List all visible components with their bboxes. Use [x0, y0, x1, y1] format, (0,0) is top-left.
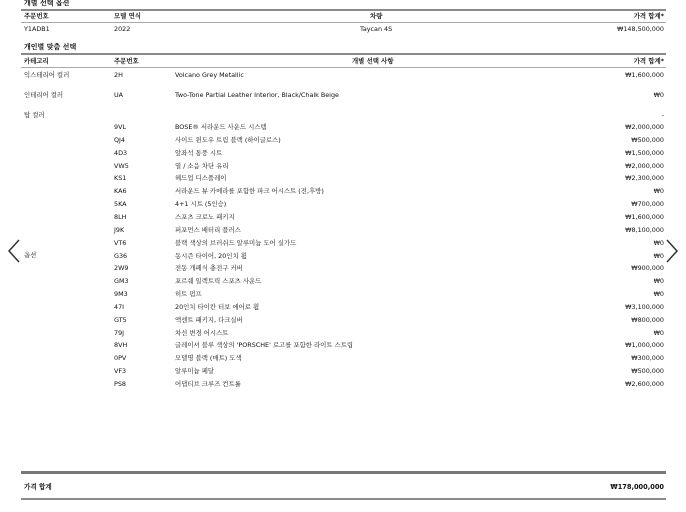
- table-row: [0, 251, 686, 261]
- header-model-year: 모델 연식: [114, 12, 141, 20]
- description-cell: 모델명 블랙 (매트) 도색: [175, 354, 242, 363]
- description-cell: 퍼포먼스 배터리 플러스: [175, 225, 241, 234]
- personal-section-title: 개인별 맞춤 선택: [24, 43, 77, 51]
- description-cell: 헤드업 디스플레이: [175, 174, 227, 183]
- total-row: [0, 482, 686, 492]
- price-cell: ₩0: [653, 238, 664, 247]
- price-cell: ₩2,000,000: [625, 123, 664, 131]
- description-cell: 사이드 윈도우 트림 블랙 (하이글로스): [175, 135, 281, 144]
- header-price: 가격 합계*: [633, 12, 664, 20]
- header-order-no: 주문번호: [24, 12, 49, 20]
- table-row: [0, 212, 686, 222]
- price-cell: ₩1,500,000: [625, 148, 664, 157]
- header-category: 카테고리: [24, 57, 49, 65]
- section-rule: [21, 53, 666, 55]
- description-cell: 4+1 시트 (5인승): [175, 200, 227, 209]
- code-cell: 8LH: [114, 212, 127, 221]
- options-table-header: [0, 56, 686, 66]
- description-cell: 히트 펌프: [175, 290, 202, 299]
- code-cell: J9K: [114, 225, 125, 234]
- model-table-row: [0, 24, 686, 34]
- table-row: [0, 328, 686, 338]
- chevron-left-icon[interactable]: [4, 238, 24, 264]
- table-row: [0, 161, 686, 171]
- description-cell: Two-Tone Partial Leather Interior, Black/Chalk Beige: [175, 91, 339, 99]
- code-cell: 0PV: [114, 354, 127, 363]
- bottom-rule: [21, 498, 666, 500]
- description-cell: 포르쉐 일렉트릭 스포츠 사운드: [175, 277, 262, 286]
- table-row: [0, 353, 686, 363]
- price-cell: ₩2,300,000: [625, 174, 664, 183]
- code-cell: 9M3: [114, 290, 128, 299]
- table-row: [0, 289, 686, 299]
- code-cell: G36: [114, 251, 128, 260]
- total-rule: [21, 471, 666, 474]
- total-label: 가격 합계: [24, 483, 52, 491]
- code-cell: 47I: [114, 302, 125, 311]
- options-category-label: 옵션: [24, 251, 37, 259]
- code-cell: VW5: [114, 161, 129, 170]
- table-row: [0, 315, 686, 325]
- code-cell: 2W9: [114, 264, 129, 273]
- row-divider: [21, 67, 666, 68]
- model-year-value: 2022: [114, 25, 131, 33]
- category-cell: 익스테리어 컬러: [24, 71, 70, 79]
- table-row: [0, 122, 686, 132]
- code-cell: UA: [114, 91, 124, 99]
- price-cell: ₩500,000: [631, 367, 664, 376]
- category-cell: 탑 컬러: [24, 111, 45, 119]
- price-cell: ₩1,000,000: [625, 341, 664, 350]
- model-table-header: [0, 11, 686, 21]
- price-cell: ₩2,600,000: [625, 380, 664, 388]
- description-cell: 글레이셔 블루 색상의 'PORSCHE' 로고를 포함한 라이트 스트립: [175, 341, 354, 350]
- price-cell: ₩500,000: [631, 135, 664, 144]
- price-cell: ₩800,000: [631, 315, 664, 324]
- price-cell: ₩0: [653, 91, 664, 99]
- header-description: 개별 선택 사항: [352, 57, 394, 65]
- table-row: [0, 186, 686, 196]
- model-value: Taycan 4S: [360, 25, 393, 33]
- base-price-value: ₩148,500,000: [617, 25, 664, 33]
- description-cell: Volcano Grey Metallic: [175, 71, 244, 79]
- category-cell: 인테리어 컬러: [24, 91, 64, 99]
- code-cell: PS8: [114, 380, 126, 388]
- price-cell: ₩900,000: [631, 264, 664, 273]
- table-row: [0, 225, 686, 235]
- description-cell: 차선 변경 어시스트: [175, 328, 229, 337]
- table-row: [0, 340, 686, 350]
- table-row: [0, 135, 686, 145]
- price-cell: ₩2,000,000: [625, 161, 664, 170]
- header-code: 주문번호: [114, 57, 139, 65]
- table-row: [0, 302, 686, 312]
- order-no-value: Y1ADB1: [24, 25, 50, 33]
- table-row: [0, 263, 686, 273]
- code-cell: VT6: [114, 238, 127, 247]
- code-cell: 4D3: [114, 148, 128, 157]
- code-cell: 2H: [114, 71, 123, 79]
- table-row: [0, 379, 686, 389]
- description-cell: 열 / 소음 차단 유리: [175, 161, 229, 170]
- price-cell: ₩3,100,000: [625, 302, 664, 311]
- row-divider: [21, 22, 666, 23]
- description-cell: 알루미늄 페달: [175, 367, 215, 376]
- table-row: [0, 110, 686, 120]
- code-cell: KA6: [114, 187, 127, 196]
- price-cell: ₩8,100,000: [625, 225, 664, 234]
- header-model: 차량: [370, 12, 383, 20]
- description-cell: BOSE® 서라운드 사운드 시스템: [175, 123, 267, 131]
- table-row: [0, 148, 686, 158]
- total-value: ₩178,000,000: [610, 483, 664, 491]
- table-row: [0, 199, 686, 209]
- table-row: [0, 173, 686, 183]
- price-cell: ₩0: [653, 277, 664, 286]
- header-price: 가격 합계*: [633, 57, 664, 65]
- description-cell: 서라운드 뷰 카메라를 포함한 파크 어시스트 (전,후방): [175, 187, 324, 196]
- code-cell: 8VH: [114, 341, 128, 350]
- description-cell: 어댑티브 크루즈 컨트롤: [175, 380, 241, 388]
- code-cell: 79J: [114, 328, 125, 337]
- table-row: [0, 70, 686, 80]
- model-section-title: 개별 선택 옵션: [24, 0, 70, 7]
- price-cell: ₩0: [653, 187, 664, 196]
- chevron-right-icon[interactable]: [662, 238, 682, 264]
- description-cell: 20인치 타이칸 터보 에어로 휠: [175, 302, 260, 311]
- price-cell: ₩0: [653, 328, 664, 337]
- table-row: [0, 366, 686, 376]
- table-row: [0, 90, 686, 100]
- price-cell: ₩700,000: [631, 200, 664, 209]
- price-cell: -: [661, 111, 664, 119]
- code-cell: 9VL: [114, 123, 126, 131]
- description-cell: 블랙 색상의 브러쉬드 알루미늄 도어 실가드: [175, 238, 297, 247]
- price-cell: ₩1,600,000: [625, 212, 664, 221]
- price-cell: ₩0: [653, 290, 664, 299]
- description-cell: 동시즌 타이어, 20인치 휠: [175, 251, 247, 260]
- price-cell: ₩0: [653, 251, 664, 260]
- code-cell: KS1: [114, 174, 127, 183]
- code-cell: 5KA: [114, 200, 127, 209]
- table-row: [0, 276, 686, 286]
- description-cell: 전동 개폐식 충전구 커버: [175, 264, 243, 273]
- description-cell: 액센트 패키지, 다크실버: [175, 315, 243, 324]
- table-row: [0, 238, 686, 248]
- code-cell: GT5: [114, 315, 127, 324]
- code-cell: GM3: [114, 277, 129, 286]
- description-cell: 스포츠 크로노 패키지: [175, 212, 235, 221]
- price-cell: ₩1,600,000: [625, 71, 664, 79]
- code-cell: QJ4: [114, 135, 125, 144]
- code-cell: VF3: [114, 367, 127, 376]
- description-cell: 앞좌석 통풍 시트: [175, 148, 223, 157]
- price-cell: ₩300,000: [631, 354, 664, 363]
